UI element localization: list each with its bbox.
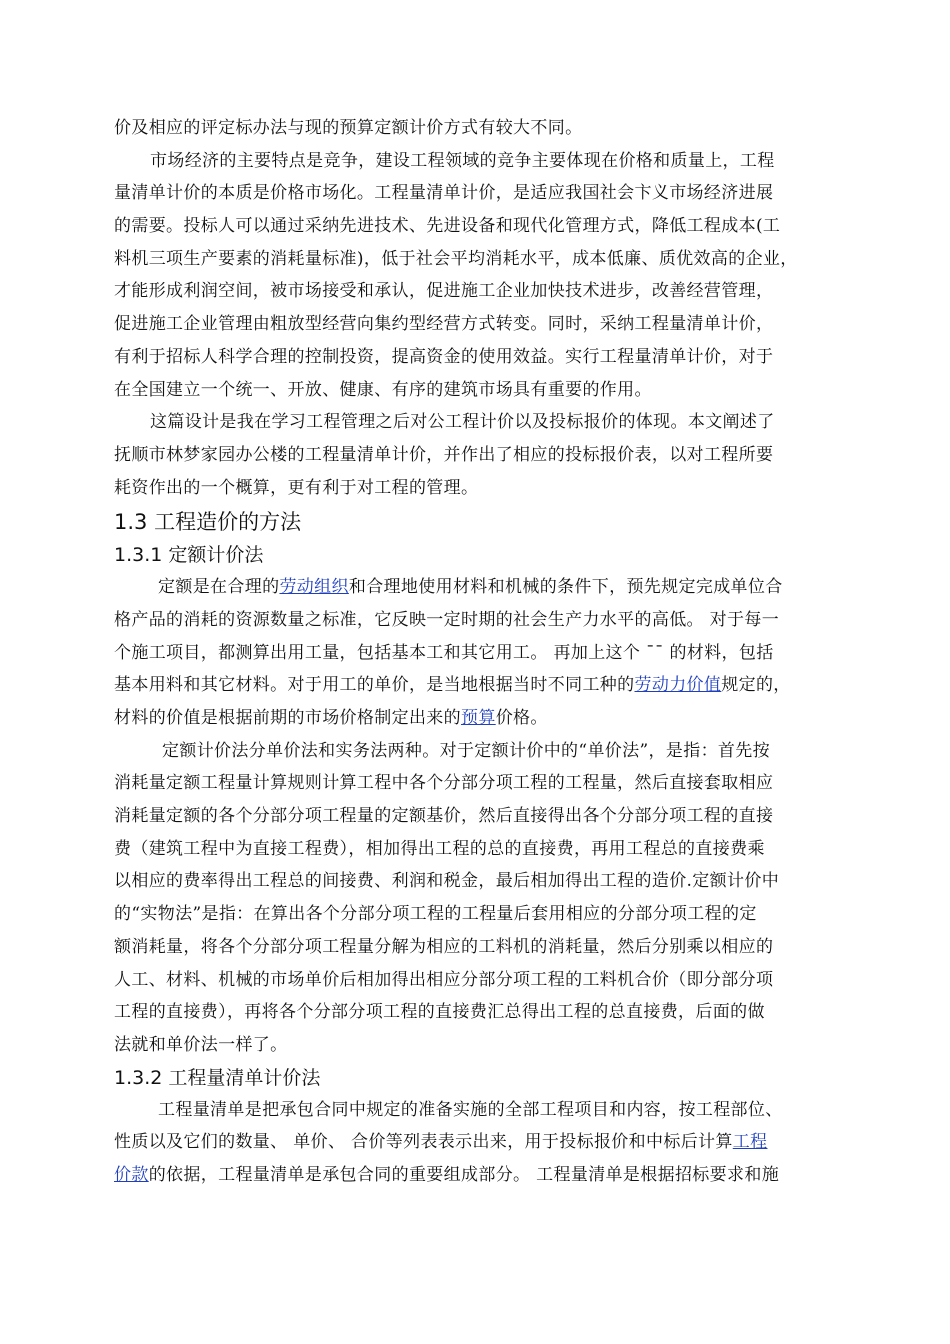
text-line: 这篇设计是我在学习工程管理之后对公工程计价以及投标报价的体现。本文阐述了 xyxy=(150,412,775,433)
text-line: 费（建筑工程中为直接工程费），相加得出工程的总的直接费，再用工程总的直接费乘 xyxy=(114,838,765,859)
text-line: 的需要。投标人可以通过采纳先进技术、先进设备和现代化管理方式，降低工程成本(工 xyxy=(114,216,781,237)
text-line: 以相应的费率得出工程总的间接费、利润和税金，最后相加得出工程的造价.定额计价中 xyxy=(114,871,780,892)
text-line xyxy=(114,571,862,604)
text-line xyxy=(114,1159,862,1192)
text-line: 才能形成利润空间，被市场接受和承认，促进施工企业加快技术进步，改善经营管理， xyxy=(114,281,774,302)
text-line xyxy=(114,669,862,702)
text-line xyxy=(114,702,862,735)
text-line: 市场经济的主要特点是竞争，建设工程领域的竞争主要体现在价格和质量上，工程 xyxy=(150,150,775,171)
text-line: 人工、材料、机械的市场单价后相加得出相应分部分项工程的工料机合价（即分部分项 xyxy=(114,969,774,990)
text-span: 材料的价值是根据前期的市场价格制定出来的 xyxy=(114,708,461,728)
text-line: 定额计价法分单价法和实务法两种。对于定额计价中的“单价法”，是指：首先按 xyxy=(162,740,770,761)
text-line: 工程的直接费），再将各个分部分项工程的直接费汇总得出工程的总直接费，后面的做 xyxy=(114,1002,765,1023)
text-line: 料机三项生产要素的消耗量标准)，低于社会平均消耗水平，成本低廉、质优效高的企业， xyxy=(114,248,798,269)
text-line: 额消耗量，将各个分部分项工程量分解为相应的工料机的消耗量，然后分别乘以相应的 xyxy=(114,936,774,957)
section-heading-1-3-2: 1.3.2 工程量清单计价法 xyxy=(114,1066,321,1089)
paragraph-market-economy xyxy=(114,145,862,407)
text-line: 耗资作出的一个概算，更有利于对工程的管理。 xyxy=(114,477,479,498)
text-span: 性质以及它们的数量、 单价、 合价等列表表示出来，用于投标报价和中标后计算 xyxy=(114,1132,733,1153)
link-labor-value[interactable]: 劳动力价值 xyxy=(634,675,722,696)
text-line: 格产品的消耗的资源数量之标准，它反映一定时期的社会生产力水平的高低。 对于每一 xyxy=(114,609,780,630)
text-line: 量清单计价的本质是价格市场化。工程量清单计价，是适应我国社会卞义市场经济进展 xyxy=(114,183,774,204)
paragraph-intro-end xyxy=(114,112,862,145)
text-span: 的依据，工程量清单是承包合同的重要组成部分。 工程量清单是根据招标要求和施 xyxy=(148,1164,780,1185)
text-line: 有利于招标人科学合理的控制投资，提高资金的使用效益。实行工程量清单计价，对于 xyxy=(114,346,774,367)
text-line: 工程量清单是把承包合同中规定的准备实施的全部工程项目和内容，按工程部位、 xyxy=(158,1099,783,1120)
text-line: 的“实物法”是指：在算出各个分部分项工程的工程量后套用相应的分部分项工程的定 xyxy=(114,904,757,925)
document-body xyxy=(114,112,862,1192)
text-line: 消耗量定额的各个分部分项工程量的定额基价，然后直接得出各个分部分项工程的直接 xyxy=(114,806,774,827)
text-span: 价格。 xyxy=(495,708,548,728)
text-span: 基本用料和其它材料。对于用工的单价，是当地根据当时不同工种的 xyxy=(114,675,635,696)
paragraph-quota-methods xyxy=(114,735,862,1062)
link-labor-organization[interactable]: 劳动组织 xyxy=(279,577,349,598)
link-budget[interactable]: 预算 xyxy=(461,708,496,728)
text-span: 规定的， xyxy=(721,675,791,696)
text-line: 消耗量定额工程量计算规则计算工程中各个分部分项工程的工程量，然后直接套取相应 xyxy=(114,773,774,794)
text-line: 法就和单价法一样了。 xyxy=(114,1034,288,1055)
section-heading-1-3-1: 1.3.1 定额计价法 xyxy=(114,544,264,567)
text-line xyxy=(114,1126,862,1159)
text-line: 在全国建立一个统一、开放、健康、有序的建筑市场具有重要的作用。 xyxy=(114,379,652,400)
paragraph-quota-definition xyxy=(114,571,862,734)
paragraph-bill-of-quantities xyxy=(114,1094,862,1192)
text-line: 个施工项目，都测算出用工量，包括基本工和其它用工。 再加上这个 ˉˉ 的材料，包括 xyxy=(114,642,774,663)
text-line: 抚顺市林梦家园办公楼的工程量清单计价，并作出了相应的投标报价表，以对工程所要 xyxy=(114,444,774,465)
text-span: 和合理地使用材料和机械的条件下，预先规定完成单位合 xyxy=(348,577,783,598)
text-line: 促进施工企业管理由粗放型经营向集约型经营方式转变。同时，采纳工程量清单计价， xyxy=(114,314,774,335)
section-heading-1-3: 1.3 工程造价的方法 xyxy=(114,510,302,535)
text-line: 价及相应的评定标办法与现的预算定额计价方式有较大不同。 xyxy=(114,118,583,138)
link-project-payment-part1[interactable]: 工程 xyxy=(732,1132,768,1153)
link-project-payment-part2[interactable]: 价款 xyxy=(114,1164,149,1185)
text-span: 定额是在合理的 xyxy=(158,577,280,598)
paragraph-design-summary xyxy=(114,406,862,504)
